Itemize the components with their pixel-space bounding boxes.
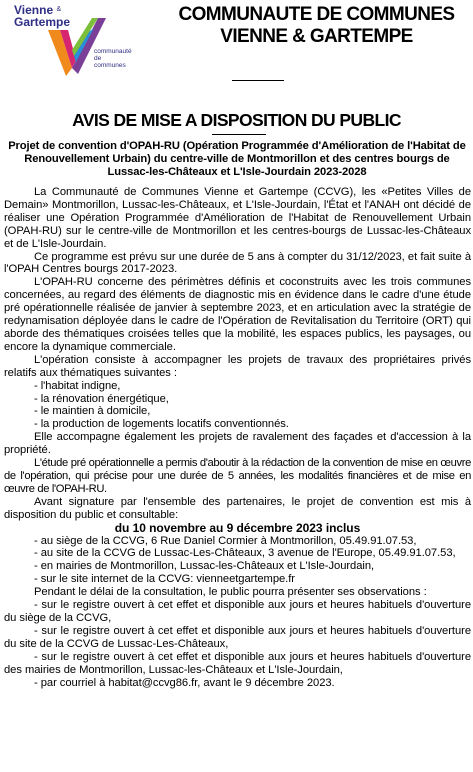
title-divider xyxy=(212,134,266,135)
observation-item: - sur le registre ouvert à cet effet et disponible aux jours et heures habituels d'ouverture du site de la CCVG de Lussac-Les-Châteaux, xyxy=(4,624,471,650)
observation-item: - sur le registre ouvert à cet effet et disponible aux jours et heures habituels d'ouverture des mairies de Montmorillon, Lussac-les-Châteaux et L'Isle-Jourdain, xyxy=(4,650,471,676)
paragraph-availability: Avant signature par l'ensemble des partenaires, le projet de convention est mis à disposition du public et consultable: xyxy=(4,495,471,521)
paragraph-perimeter: L'OPAH-RU concerne des périmètres définis et coconstruits avec les trois communes concernées, au regard des éléments de diagnostic mis en évidence dans le cadre d'une étude pré opérationnelle réalisée de janvier à septembre 2023, et en articulation avec la stratégie de redynamisation déployée dans le cadre de l'Opération de Revitalisation du Territoire (ORT) qui aborde des thématiques croisées telles que la mobilité, les espaces publics, les paysages, ou encore la dynamique commerciale. xyxy=(4,276,471,353)
observation-item: - par courriel à habitat@ccvg86.fr, avant le 9 décembre 2023. xyxy=(34,676,335,689)
location-item: - sur le site internet de la CCVG: vienneetgartempe.fr xyxy=(34,573,295,586)
observation-item: - sur le registre ouvert à cet effet et disponible aux jours et heures habituels d'ouverture du siège de la CCVG, xyxy=(4,599,471,624)
logo-wordmark: Vienne & Gartempe xyxy=(14,3,71,29)
header-divider xyxy=(232,80,284,81)
paragraph-duration: Ce programme est prévu sur une durée de 5 ans à compter du 31/12/2023, et fait suite à l'OPAH Centres bourgs 2017-2023. xyxy=(4,250,471,276)
consultation-dates: du 10 novembre au 9 décembre 2023 inclus xyxy=(114,520,361,535)
notice-title: AVIS DE MISE A DISPOSITION DU PUBLIC xyxy=(72,110,401,130)
paragraph-observations: Pendant le délai de la consultation, le public pourra présenter ses observations : xyxy=(34,586,427,599)
organization-name: COMMUNAUTE DE COMMUNES VIENNE & GARTEMPE xyxy=(178,4,455,47)
location-item: - en mairies de Montmorillon, Lussac-les-Châteaux et L'Isle-Jourdain, xyxy=(34,560,375,573)
paragraph-facades: Elle accompagne également les projets de ravalement des façades et d'accession à la propriété. xyxy=(4,431,471,457)
notice-body xyxy=(4,186,471,689)
theme-item: - la rénovation énergétique, xyxy=(34,392,169,405)
theme-item: - le maintien à domicile, xyxy=(34,405,151,418)
location-item: - au siège de la CCVG, 6 Rue Daniel Cormier à Montmorillon, 05.49.91.07.53, xyxy=(34,534,417,547)
paragraph-operation: L'opération consiste à accompagner les projets de travaux des propriétaires privés relatifs aux thématiques suivantes : xyxy=(4,353,471,379)
location-item: - au site de la CCVG de Lussac-Les-Châteaux, 3 avenue de l'Europe, 05.49.91.07.53, xyxy=(34,547,456,560)
paragraph-study: L'étude pré opérationnelle a permis d'aboutir à la rédaction de la convention de mise en œuvre de l'opération, qui précise pour une durée de 5 années, les modalités financières et de mise en œuvre de l'OPAH-RU. xyxy=(4,457,471,495)
logo-tagline: communauté de communes xyxy=(94,48,132,69)
theme-item: - l'habitat indigne, xyxy=(34,379,121,392)
paragraph-intro: La Communauté de Communes Vienne et Gartempe (CCVG), les «Petites Villes de Demain» Montmorillon, Lussac-les-Châteaux, et L'Isle-Jourdain, l'État et l'ANAH ont décidé de réaliser une Opération Programmée d'Amélioration de l'Habitat de Renouvellement Urbain (OPAH-RU) sur le centre-ville de Montmorillon et les centres-bourgs de Lussac-les-Châteaux et de L'Isle-Jourdain. xyxy=(4,186,471,250)
theme-item: - la production de logements locatifs conventionnés. xyxy=(34,418,289,431)
project-subtitle: Projet de convention d'OPAH-RU (Opération Programmée d'Amélioration de l'Habitat de Renouvellement Urbain) du centre-ville de Montmorillon et des centres bourgs de Lussac-les-Châteaux et L'Isle-Jourdain 2023-2028 xyxy=(8,140,466,178)
ccvg-logo xyxy=(6,3,132,78)
